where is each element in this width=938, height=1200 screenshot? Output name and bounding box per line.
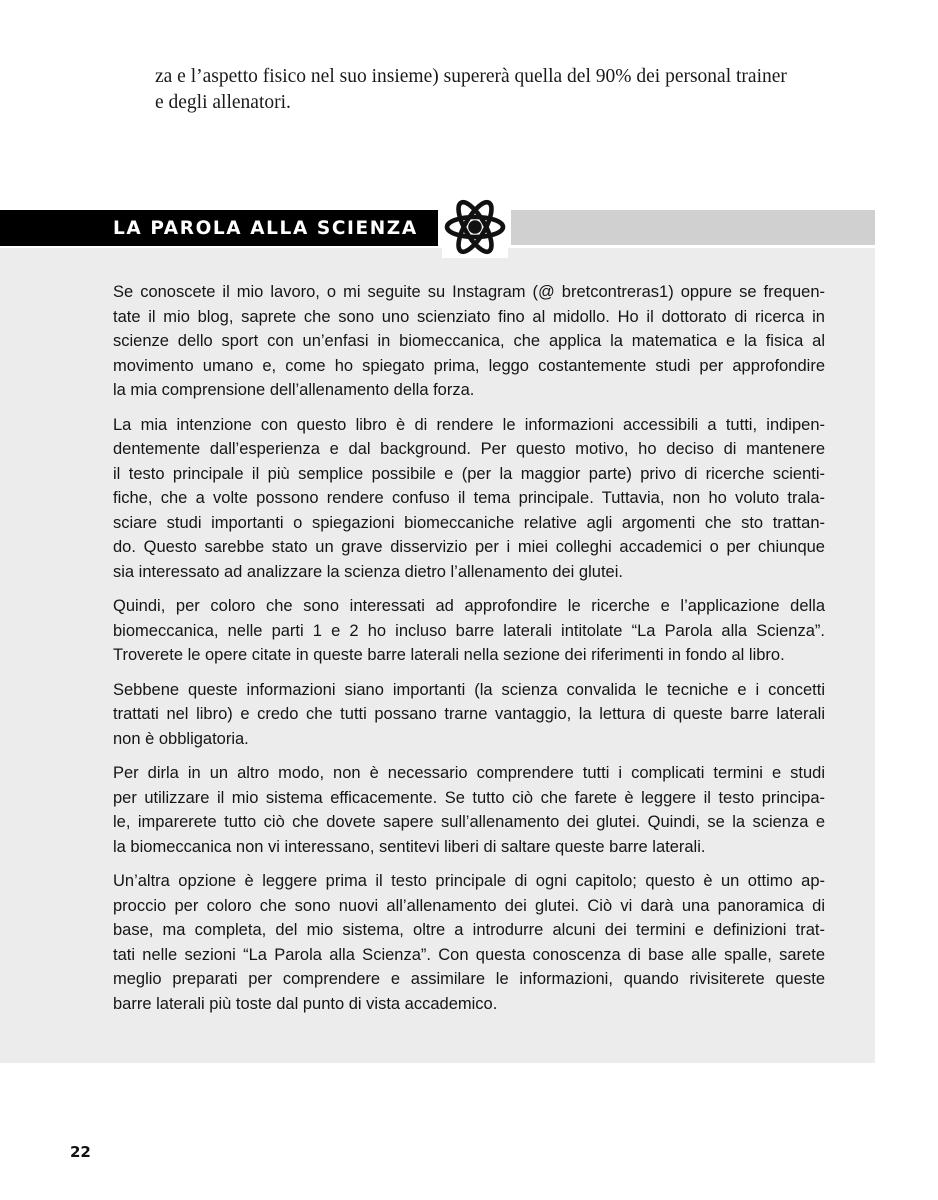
sidebar-paragraph — [113, 761, 825, 859]
atom-icon — [442, 196, 508, 258]
text-line: biomeccanica, nelle parti 1 e 2 ho incluso barre laterali intitolate “La Parola alla Scienza”. — [113, 621, 825, 640]
text-line: dentemente dall’esperienza e dal background. Per questo motivo, ho deciso di mantenere — [113, 440, 825, 458]
text-line: tati nelle sezioni “La Parola alla Scienza”. Con questa conoscenza di base alle spalle, sarete — [113, 945, 825, 964]
text-line: le, imparerete tutto ciò che dovete sapere sull’allenamento dei glutei. Quindi, se la scienza e — [113, 813, 825, 831]
text-line: trattati nel libro) e credo che tutti possano trarne vantaggio, la lettura di queste barre laterali — [113, 705, 825, 723]
text-line: sia interessato ad analizzare la scienza dietro l’allenamento dei glutei. — [113, 562, 623, 581]
text-line: meglio preparati per comprendere e assimilare le informazioni, quando rivisiterete queste — [113, 970, 825, 988]
text-line: movimento umano e, come ho spiegato prima, leggo costantemente studi per approfondire — [113, 356, 825, 375]
sidebar-header-rule — [511, 210, 875, 245]
text-line: per utilizzare il mio sistema efficacemente. Se tutto ciò che farete è leggere il testo principa- — [113, 788, 825, 807]
text-line: tate il mio blog, saprete che sono uno scienziato fino al midollo. Ho il dottorato di ricerca in — [113, 307, 825, 326]
text-line: Quindi, per coloro che sono interessati ad approfondire le ricerche e l’applicazione della — [113, 597, 825, 615]
text-line: scienze dello sport con un’enfasi in biomeccanica, che applica la matematica e la fisica al — [113, 332, 825, 350]
intro-paragraph — [155, 64, 827, 116]
sidebar-body — [113, 280, 825, 1026]
sidebar-title: LA PAROLA ALLA SCIENZA — [113, 218, 418, 239]
text-line: base, ma completa, del mio sistema, oltre a introdurre alcuni dei termini e definizioni trat- — [113, 921, 825, 939]
page-number: 22 — [70, 1143, 91, 1161]
text-line: Un’altra opzione è leggere prima il testo principale di ogni capitolo; questo è un ottimo ap- — [113, 872, 825, 890]
sidebar-paragraph — [113, 594, 825, 668]
text-line: Sebbene queste informazioni siano importanti (la scienza convalida le tecniche e i concetti — [113, 680, 825, 699]
intro-line: e degli allenatori. — [155, 92, 291, 113]
text-line: la mia comprensione dell’allenamento della forza. — [113, 381, 475, 399]
text-line: Per dirla in un altro modo, non è necessario comprendere tutti i complicati termini e studi — [113, 764, 825, 782]
text-line: Se conoscete il mio lavoro, o mi seguite su Instagram (@ bretcontreras1) oppure se frequen- — [113, 283, 825, 301]
text-line: la biomeccanica non vi interessano, sentitevi liberi di saltare queste barre laterali. — [113, 837, 706, 856]
text-line: La mia intenzione con questo libro è di rendere le informazioni accessibili a tutti, indipen- — [113, 415, 825, 434]
sidebar-paragraph — [113, 678, 825, 752]
sidebar-paragraph — [113, 413, 825, 585]
sidebar-paragraph — [113, 869, 825, 1016]
text-line: barre laterali più toste dal punto di vista accademico. — [113, 994, 498, 1013]
text-line: do. Questo sarebbe stato un grave disservizio per i miei colleghi accademici o per chiunque — [113, 538, 825, 556]
text-line: fiche, che a volte possono rendere confuso il tema principale. Tuttavia, non ho voluto trala- — [113, 489, 825, 507]
text-line: Troverete le opere citate in queste barre laterali nella sezione dei riferimenti in fondo al libro. — [113, 646, 785, 664]
text-line: proccio per coloro che sono nuovi all’allenamento dei glutei. Ciò vi darà una panoramica di — [113, 896, 825, 915]
text-line: non è obbligatoria. — [113, 729, 249, 748]
sidebar-paragraph — [113, 280, 825, 403]
intro-line: za e l’aspetto fisico nel suo insieme) supererà quella del 90% dei personal trainer — [155, 66, 787, 87]
text-line: sciare studi importanti o spiegazioni biomeccaniche relative agli argomenti che sto trattan- — [113, 513, 825, 532]
text-line: il testo principale il più semplice possibile e (per la maggior parte) privo di ricerche scienti- — [113, 464, 825, 483]
